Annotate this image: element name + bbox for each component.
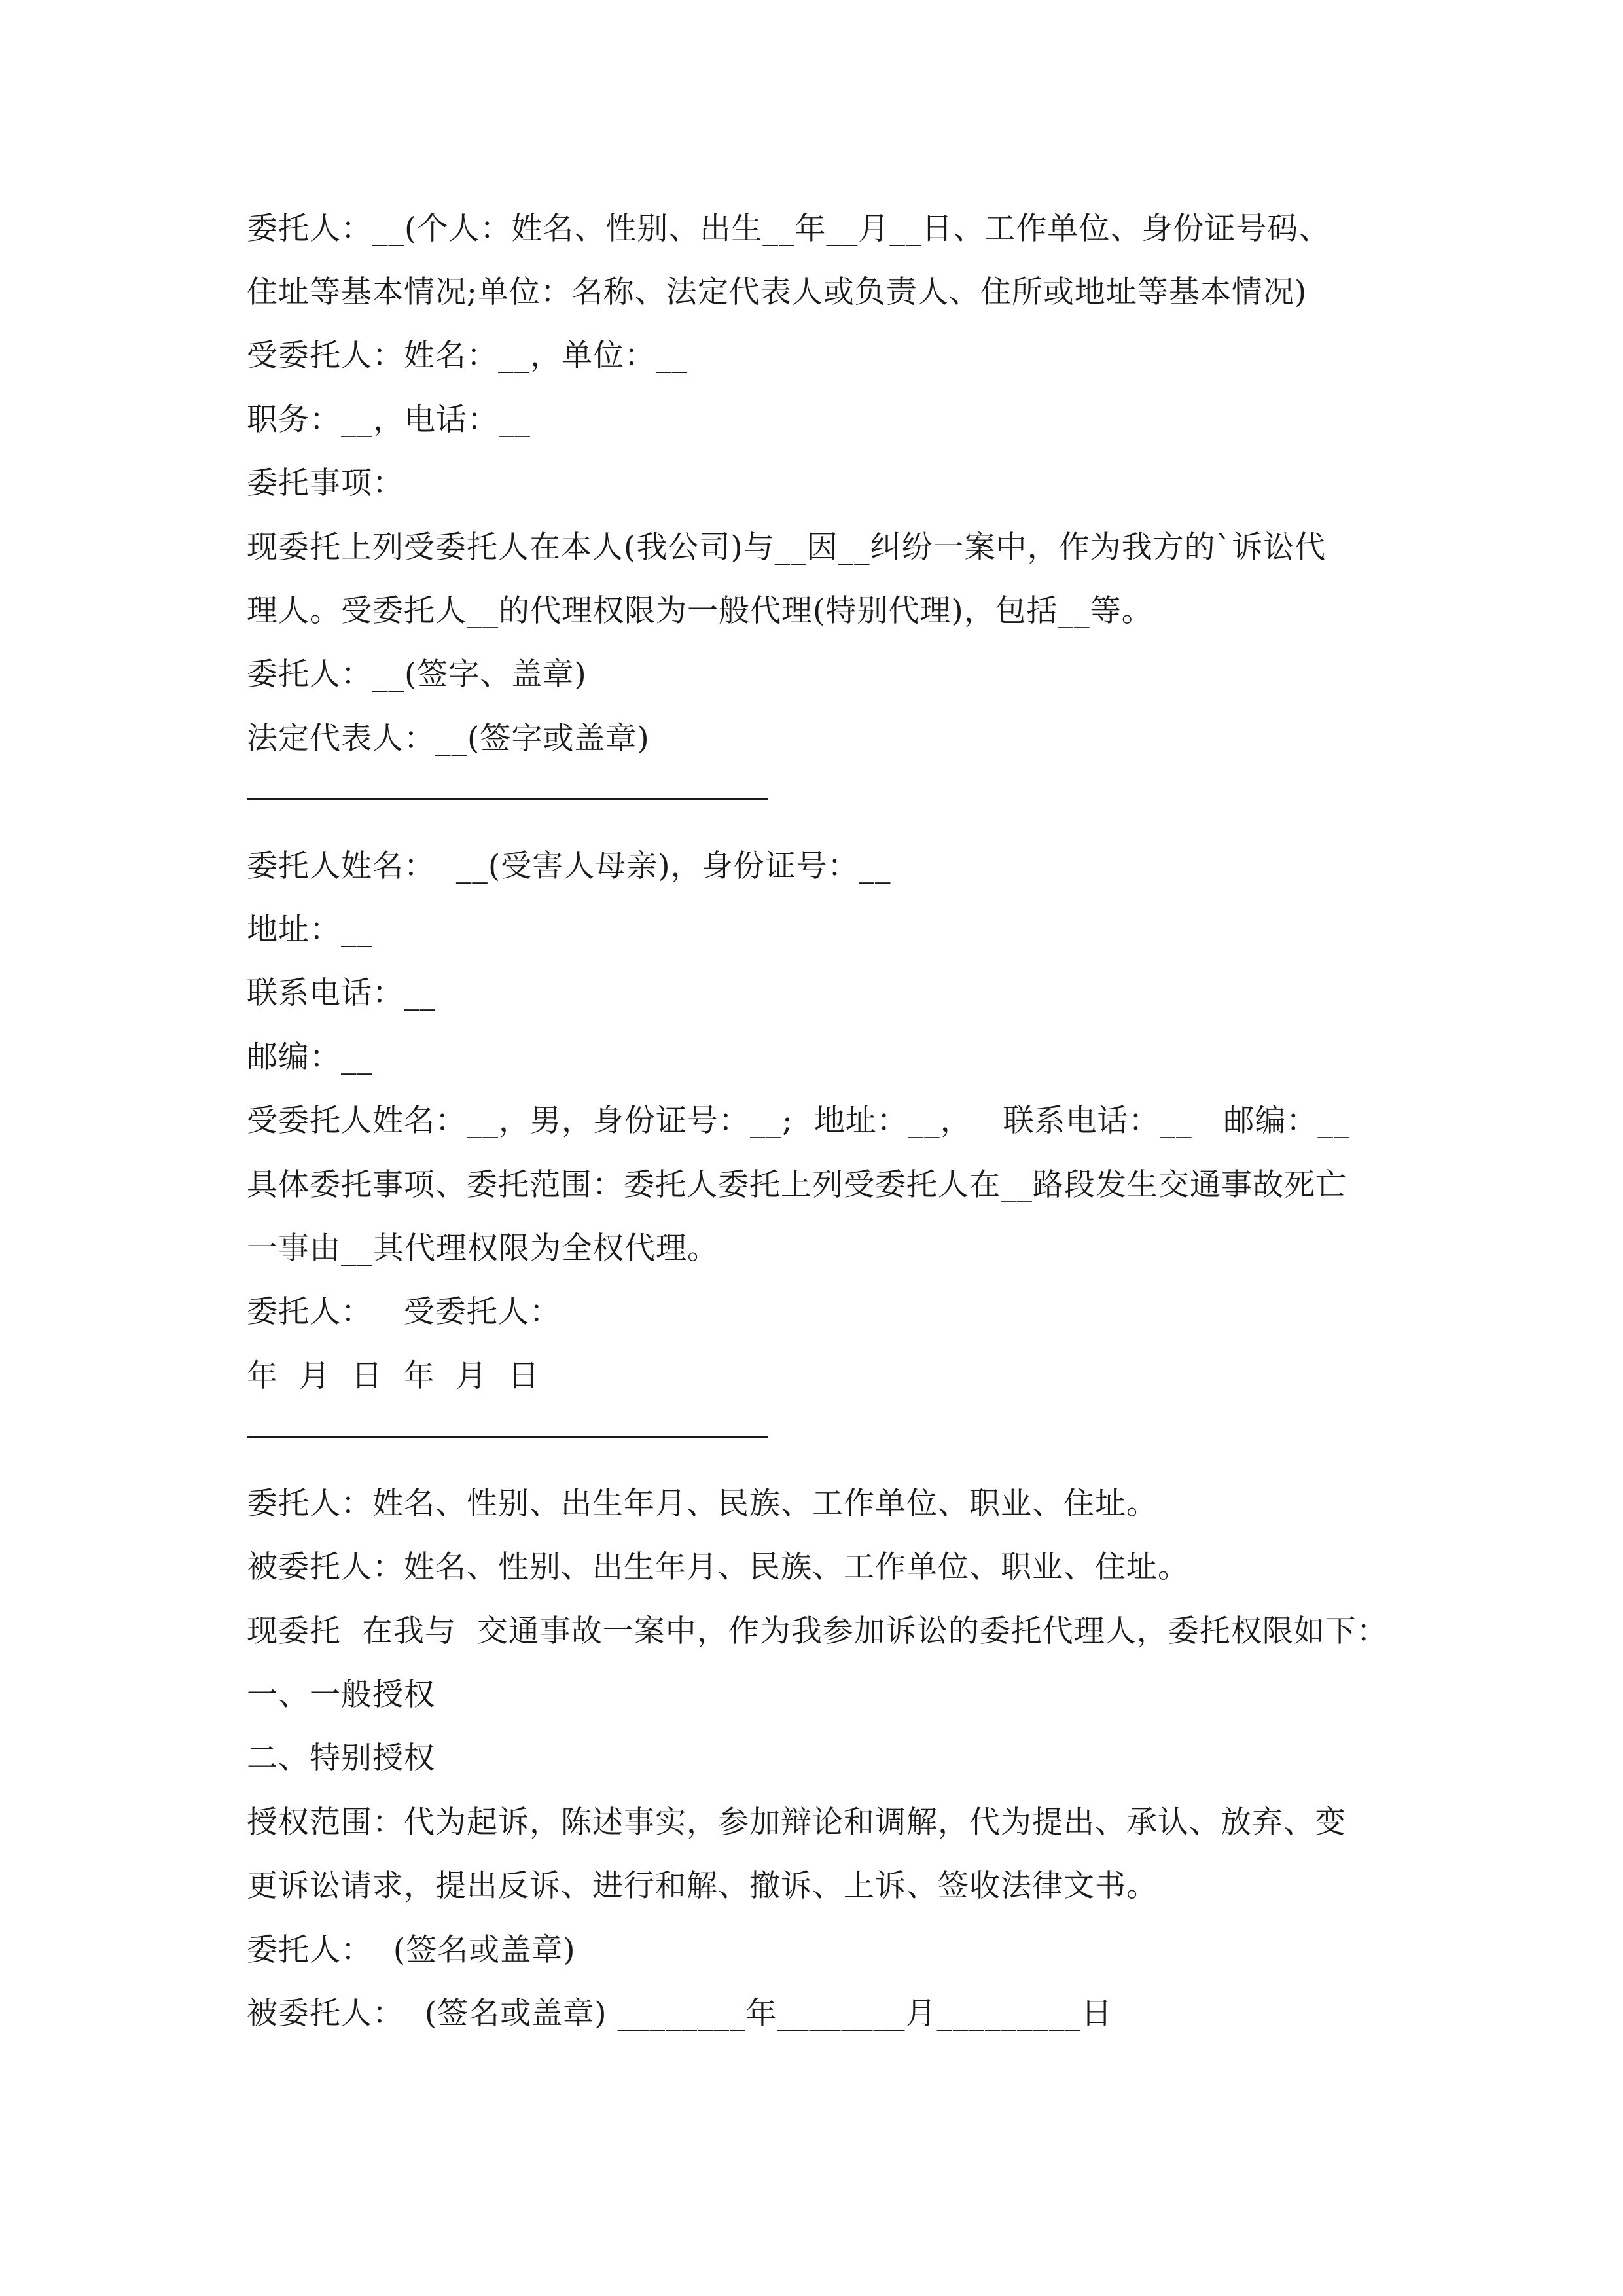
authorization-scope: 授权范围：代为起诉，陈述事实，参加辩论和调解，代为提出、承认、放弃、变: [247, 1804, 1346, 1840]
principal-line-continued: 住址等基本情况;单位：名称、法定代表人或负责人、住所或地址等基本情况): [247, 274, 1308, 310]
legal-rep-signature-line: 法定代表人：__(签字或盖章): [247, 721, 650, 757]
signature-labels: 委托人： 受委托人：: [247, 1294, 561, 1330]
section-divider: [247, 798, 768, 800]
principal-line: 委托人：__(个人：姓名、性别、出生__年__月__日、工作单位、身份证号码、: [247, 211, 1330, 247]
agent-fields-line: 被委托人：姓名、性别、出生年月、民族、工作单位、职业、住址。: [247, 1549, 1189, 1585]
scope-text-continued: 一事由__其代理权限为全权代理。: [247, 1230, 719, 1266]
principal-name-line: 委托人姓名： __(受害人母亲)，身份证号：__: [247, 848, 891, 884]
special-authorization: 二、特别授权: [247, 1740, 435, 1776]
address-line: 地址：__: [247, 912, 373, 948]
principal-signature-line: 委托人： (签名或盖章): [247, 1932, 576, 1968]
date-labels: 年 月 日 年 月 日: [247, 1358, 540, 1394]
agent-info-line: 受委托人姓名：__，男，身份证号：__; 地址：__， 联系电话：__ 邮编：__: [247, 1103, 1350, 1139]
entrustment-text: 现委托上列受委托人在本人(我公司)与__因__纠纷一案中，作为我方的`诉讼代: [247, 529, 1327, 565]
entrustment-statement: 现委托 在我与 交通事故一案中，作为我参加诉讼的委托代理人，委托权限如下：: [247, 1613, 1388, 1649]
postcode-line: 邮编：__: [247, 1039, 373, 1075]
phone-line: 联系电话：__: [247, 975, 436, 1011]
principal-signature-line: 委托人：__(签字、盖章): [247, 656, 587, 692]
general-authorization: 一、一般授权: [247, 1677, 435, 1713]
agent-line: 受委托人：姓名：__，单位：__: [247, 338, 688, 374]
section-divider: [247, 1436, 768, 1438]
principal-fields-line: 委托人：姓名、性别、出生年月、民族、工作单位、职业、住址。: [247, 1486, 1158, 1522]
position-phone-line: 职务：__，电话：__: [247, 402, 531, 438]
agent-signature-date-line: 被委托人： (签名或盖章) ________年________月_________日: [247, 1996, 1113, 2032]
authorization-scope-continued: 更诉讼请求，提出反诉、进行和解、撤诉、上诉、签收法律文书。: [247, 1868, 1158, 1904]
scope-text: 具体委托事项、委托范围：委托人委托上列受委托人在__路段发生交通事故死亡: [247, 1167, 1347, 1203]
entrustment-text-continued: 理人。受委托人__的代理权限为一般代理(特别代理)，包括__等。: [247, 593, 1153, 629]
matters-heading: 委托事项：: [247, 465, 404, 501]
